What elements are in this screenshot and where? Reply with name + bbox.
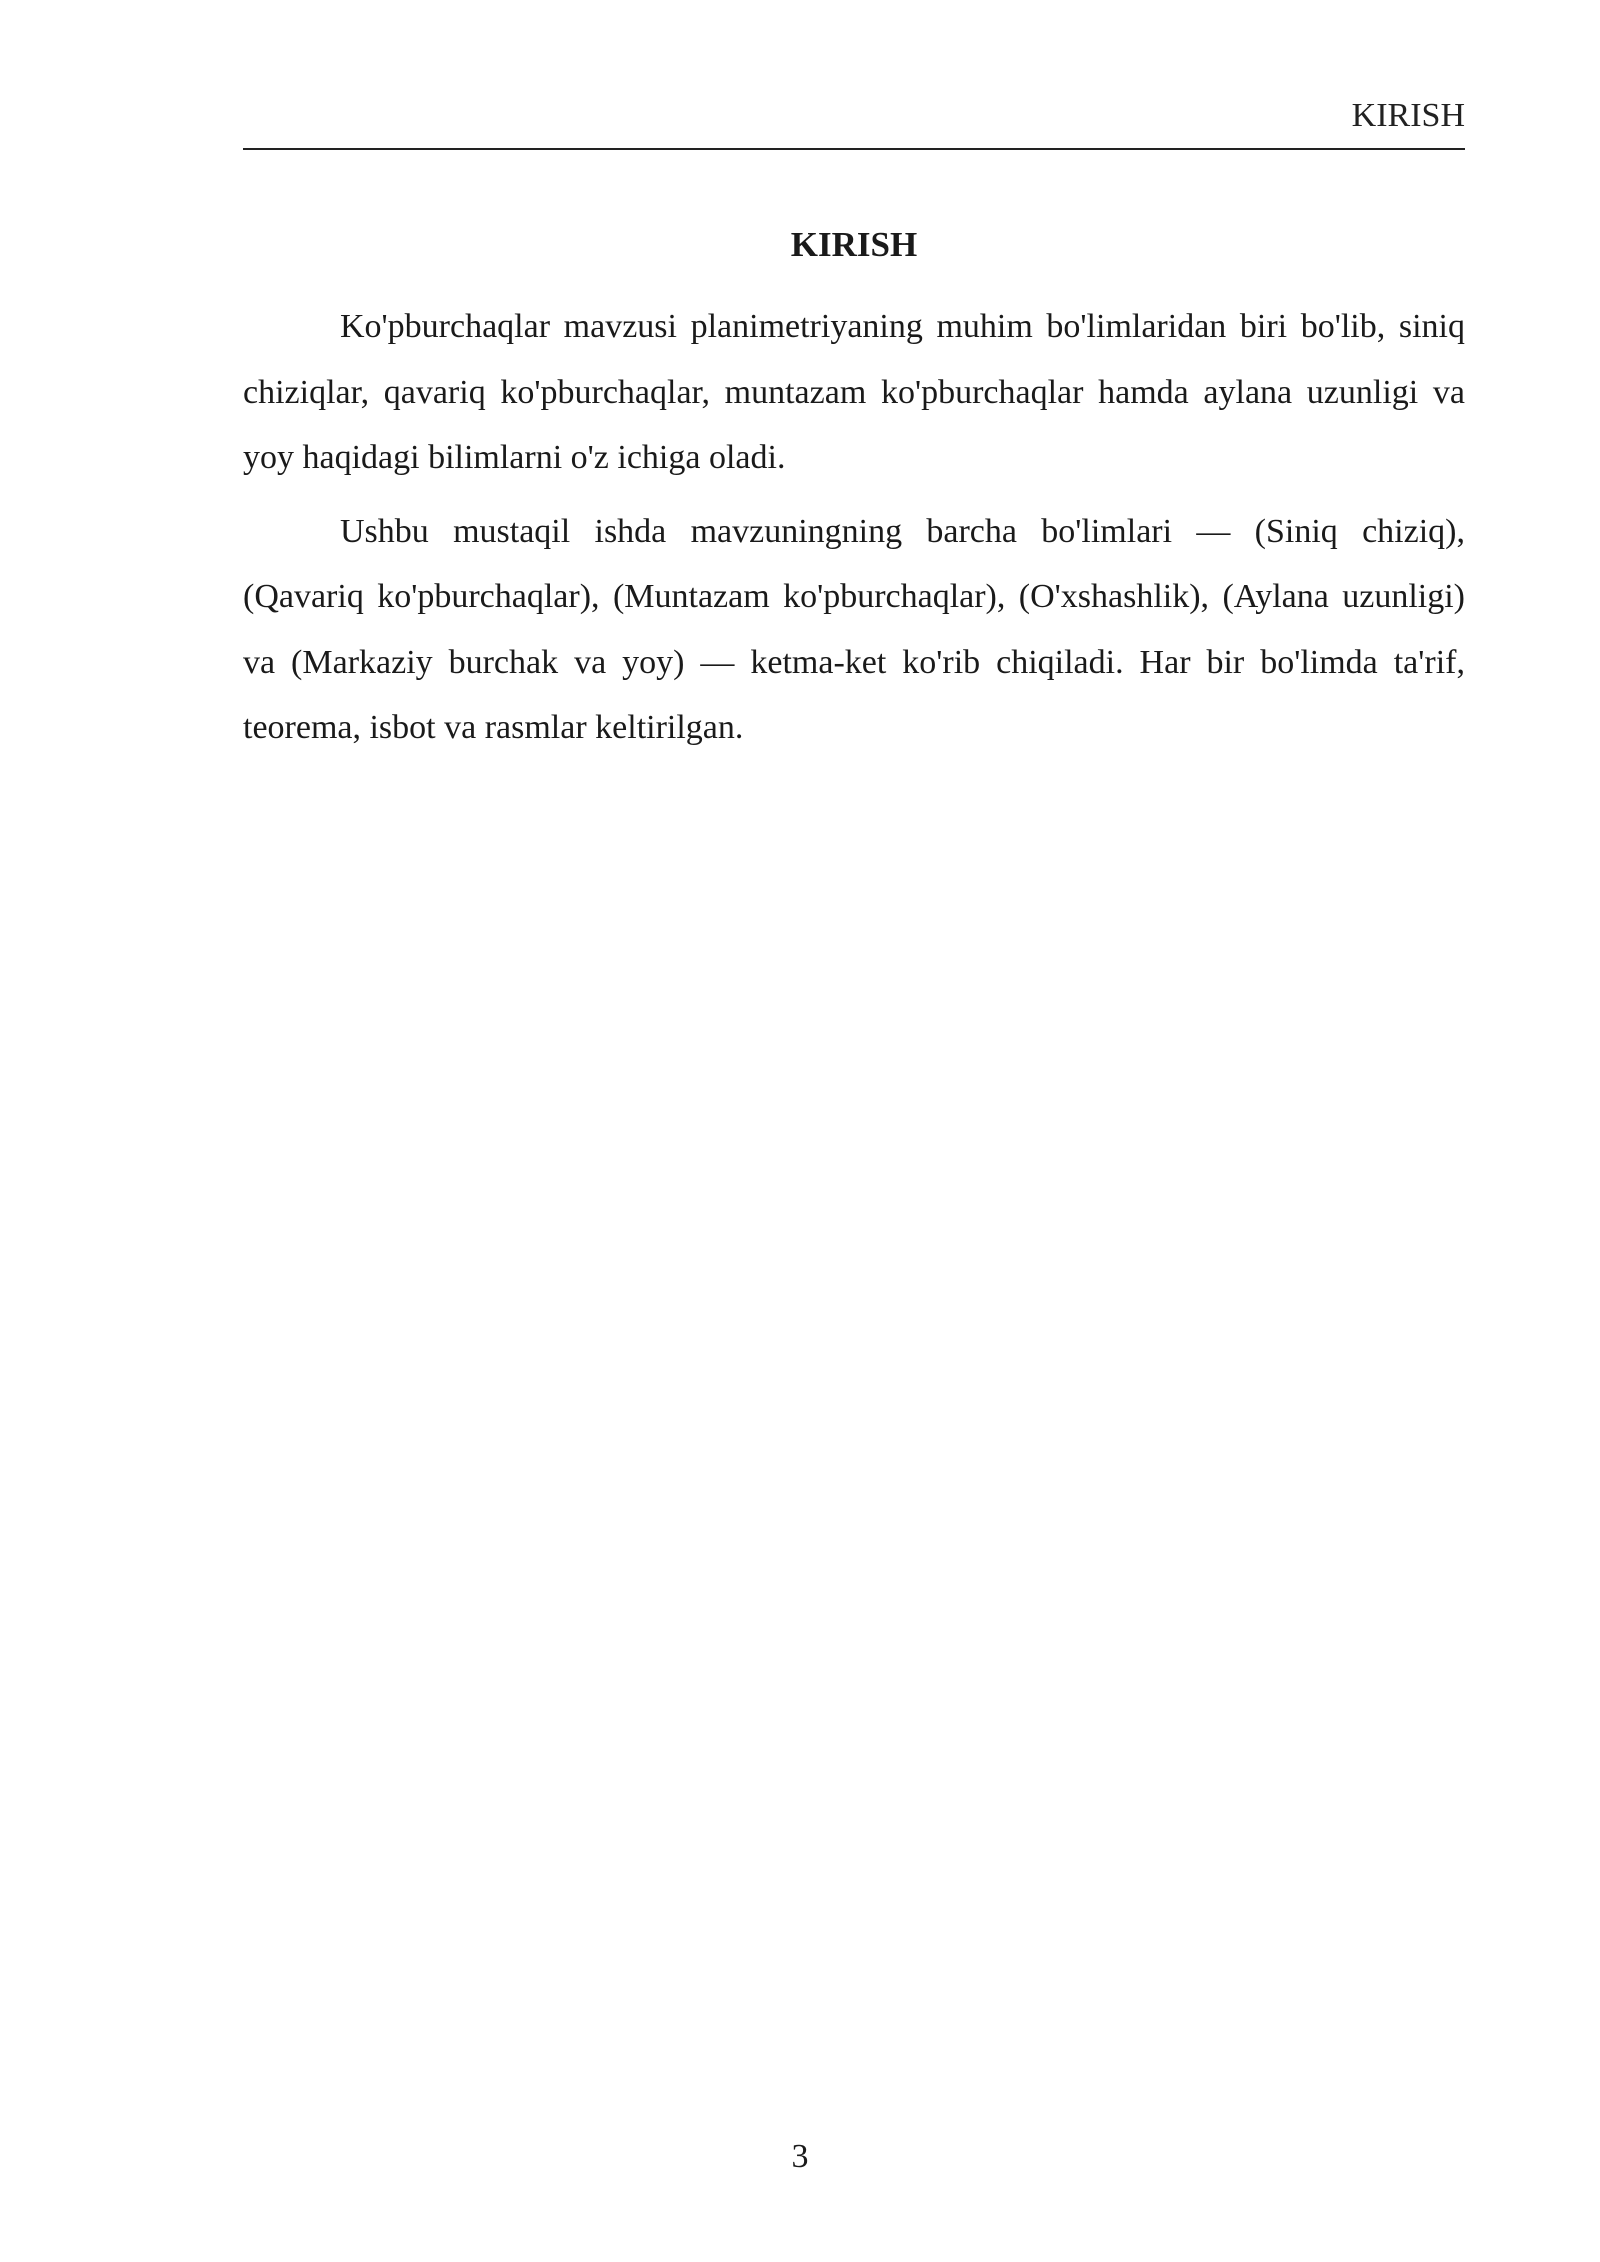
page-content: [243, 218, 1465, 769]
paragraph-overview: Ushbu mustaqil ishda mavzuningning barcha bo'limlari — (Siniq chiziq), (Qavariq ko'pburchaqlar), (Muntazam ko'pburchaqlar), (O'xshashlik), (Aylana uzunligi) va (Markaziy burchak va yoy) — ketma-ket ko'rib chiqiladi. Har bir bo'limda ta'rif, teorema, isbot va rasmlar keltirilgan.: [243, 512, 1465, 746]
page-number: 3: [791, 2138, 809, 2175]
section-title: KIRISH: [790, 225, 918, 264]
running-header: [243, 92, 1465, 150]
running-header-title: KIRISH: [1351, 97, 1465, 134]
paragraph-intro: Ko'pburchaqlar mavzusi planimetriyaning muhim bo'limlaridan biri bo'lib, siniq chiziqlar, qavariq ko'pburchaqlar, muntazam ko'pburchaqlar hamda aylana uzunligi va yoy haqidagi bilimlarni o'z ichiga oladi.: [243, 308, 1465, 476]
